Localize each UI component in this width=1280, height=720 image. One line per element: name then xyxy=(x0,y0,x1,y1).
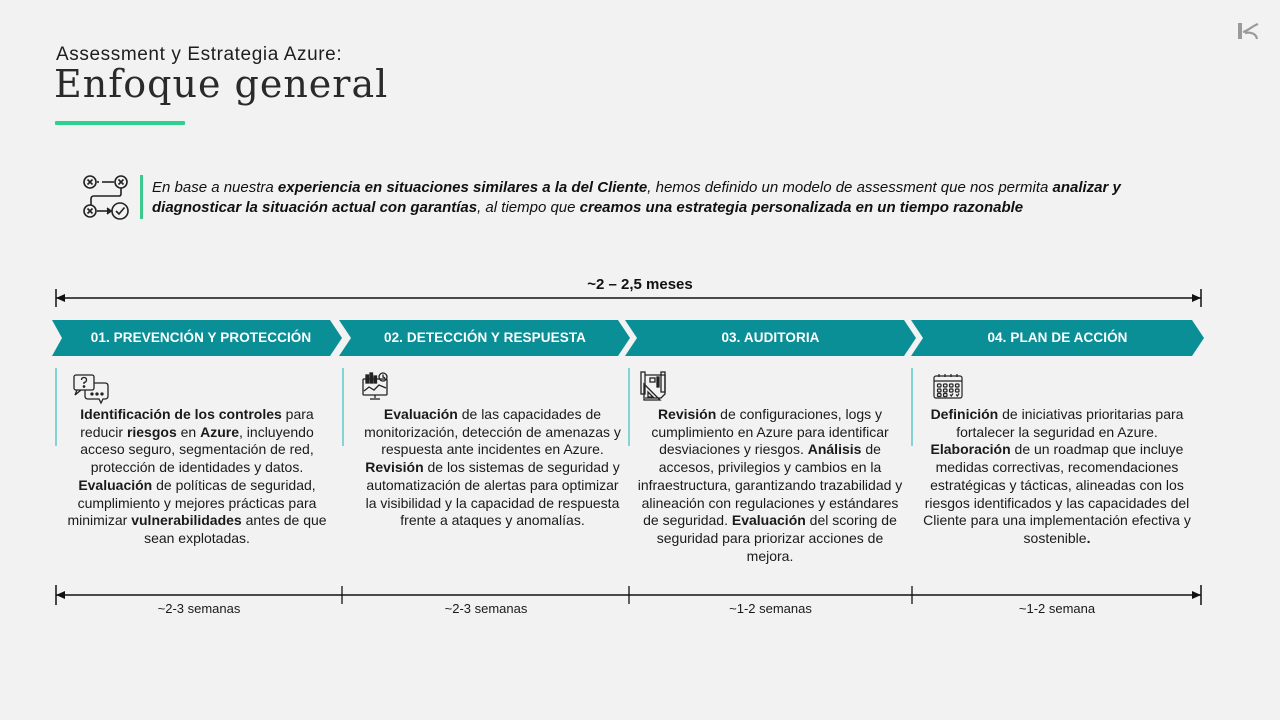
desc-text: de políticas de seguridad, cumplimiento y mejores prácticas para minimizar xyxy=(67,476,317,529)
desc-text: de configuraciones, logs y cumplimiento en Azure para identificar desviaciones y riesgos. xyxy=(651,406,889,458)
desc-text: de un roadmap que incluye medidas correctivas, recomendaciones estratégicas y tácticas, alineadas con los riesgos identificados y las capacidades del Cliente para una implementación efectiva y sostenible xyxy=(923,441,1191,546)
desc-bold: vulnerabilidades xyxy=(131,512,242,529)
blueprint-ruler-icon xyxy=(639,370,679,402)
desc-bold: riesgos xyxy=(126,423,177,440)
desc-text: de accesos, privilegios y cambios en la infraestructura, garantizando trazabilidad y alineación con regulaciones y estándares de seguridad. xyxy=(637,441,903,529)
phase-duration-2: ~2-3 semanas xyxy=(444,601,528,616)
total-duration-arrow xyxy=(55,288,1203,308)
desc-bold: Análisis xyxy=(807,441,862,458)
intro-segment-bold: creamos una estrategia personalizada en un tiempo razonable xyxy=(579,199,1024,216)
intro-segment: En base a nuestra xyxy=(152,179,278,196)
intro-segment: , hemos definido un modelo de assessment que nos permita xyxy=(647,179,1053,196)
desc-text: , incluyendo acceso seguro, segmentación de red, protección de identidades y datos. xyxy=(80,423,314,476)
phase-label-2: 02. DETECCIÓN Y RESPUESTA xyxy=(383,330,587,345)
phase-chevrons xyxy=(52,320,1204,356)
slide-title: Enfoque general xyxy=(54,62,389,106)
intro-text xyxy=(152,178,1182,218)
desc-bold: . xyxy=(1086,529,1091,546)
phase-duration-1: ~2-3 semanas xyxy=(157,601,241,616)
column-divider xyxy=(628,368,630,446)
phase-label-1: 01. PREVENCIÓN Y PROTECCIÓN xyxy=(90,330,312,345)
intro-segment: , al tiempo que xyxy=(477,199,580,216)
desc-text: de iniciativas prioritarias para fortalecer la seguridad en Azure. xyxy=(956,406,1184,440)
phase-description-2 xyxy=(360,406,625,530)
desc-text: para reducir xyxy=(80,406,314,440)
calendar-icon xyxy=(932,372,972,404)
desc-bold: Revisión xyxy=(365,459,424,476)
intro-segment-bold: experiencia en situaciones similares a la del Cliente xyxy=(277,179,648,196)
desc-bold: Evaluación xyxy=(731,512,806,529)
total-duration-label: ~2 – 2,5 meses xyxy=(587,276,693,293)
phase-description-4 xyxy=(918,406,1196,548)
phase-label-3: 03. AUDITORIA xyxy=(721,330,820,345)
intro-accent-bar xyxy=(140,175,143,219)
desc-text: en xyxy=(176,423,201,440)
phase-description-1 xyxy=(66,406,328,548)
desc-text: de los sistemas de seguridad y automatización de alertas para optimizar la visibilidad y la capacidad de respuesta frente a ataques y anomalías. xyxy=(365,459,620,529)
phase-duration-3: ~1-2 semanas xyxy=(729,601,812,616)
desc-text: antes de que sean explotadas. xyxy=(144,512,327,546)
desc-bold: Evaluación xyxy=(78,476,153,493)
column-divider xyxy=(55,368,57,446)
phase-duration-4: ~1-2 semana xyxy=(1018,601,1096,616)
intro-segment-bold: analizar y diagnosticar la situación actual con garantías xyxy=(152,179,1121,216)
desc-bold: Evaluación xyxy=(383,406,458,422)
desc-bold: Azure xyxy=(200,423,240,440)
desc-bold: Identificación de los controles xyxy=(80,406,282,422)
desc-bold: Revisión xyxy=(657,406,717,422)
desc-text: del scoring de seguridad para priorizar acciones de mejora. xyxy=(656,512,897,564)
monitor-analytics-icon xyxy=(360,371,400,403)
phase-description-3 xyxy=(635,406,905,565)
k-logo-icon xyxy=(1236,20,1262,42)
phase-label-4: 04. PLAN DE ACCIÓN xyxy=(987,330,1128,345)
title-underline xyxy=(55,121,185,125)
slide-subtitle: Assessment y Estrategia Azure: xyxy=(56,44,343,65)
desc-bold: Elaboración xyxy=(930,441,1011,458)
desc-text: de las capacidades de monitorización, detección de amenazas y respuesta ante incidentes en Azure. xyxy=(364,406,621,458)
column-divider xyxy=(911,368,913,446)
chat-question-icon xyxy=(72,373,112,405)
desc-bold: Definición xyxy=(930,406,999,422)
column-divider xyxy=(342,368,344,446)
process-flow-icon xyxy=(80,172,132,222)
